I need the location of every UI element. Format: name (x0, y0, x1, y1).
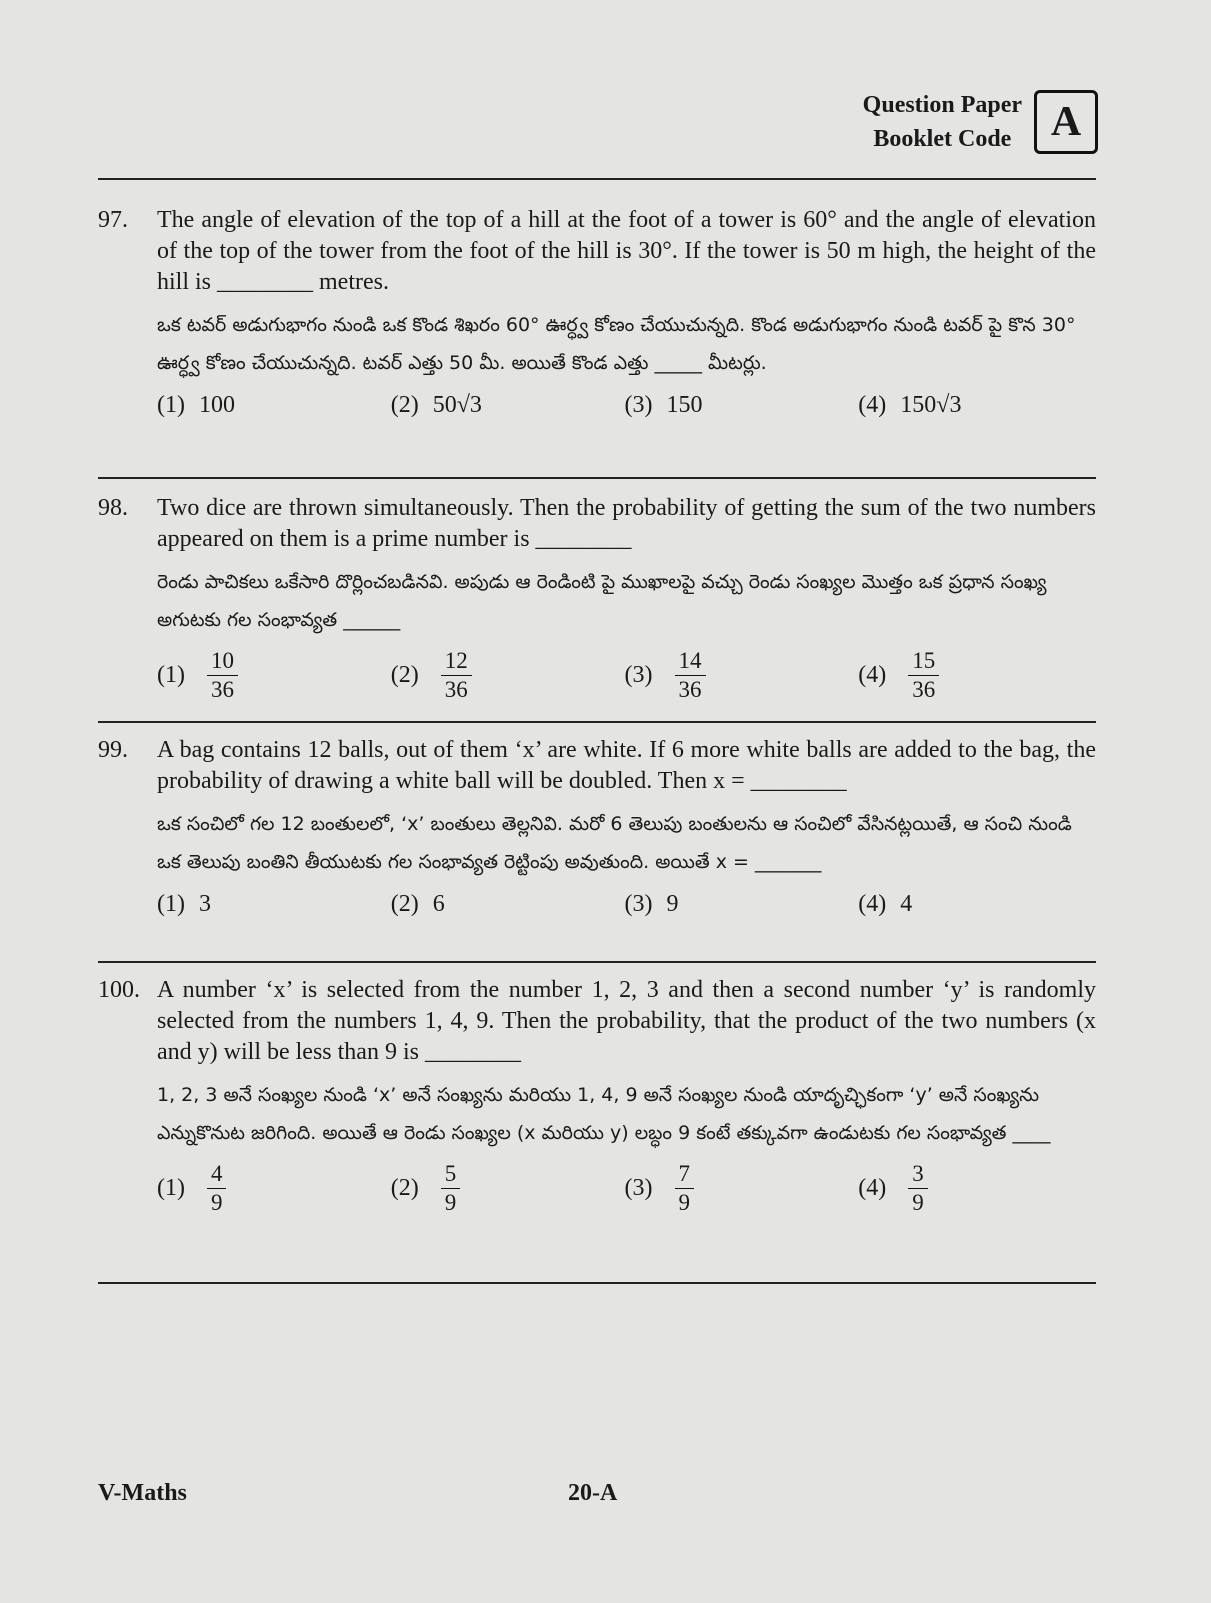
denominator: 36 (912, 677, 936, 702)
option-number: (2) (390, 1175, 419, 1201)
option-number: (4) (858, 662, 887, 688)
booklet-code-block (863, 88, 1098, 156)
options (157, 647, 1096, 704)
option-3[interactable] (625, 390, 859, 421)
option-value: 100 (198, 392, 235, 418)
footer-subject: V-Maths (98, 1480, 187, 1506)
question-100 (98, 975, 1096, 1217)
option-number: (1) (157, 662, 185, 688)
options (157, 390, 1096, 421)
question-english: A number ‘x’ is selected from the number 1, 2, 3 and then a second number ‘y’ is randomly selected from the numbers 1, 4, 9. Then the probability, that the product of the two numbers (x and y) will be less than 9 is ________ (157, 977, 1096, 1065)
option-number: (4) (858, 392, 887, 418)
option-value: 3 (198, 891, 211, 917)
numerator: 15 (908, 647, 939, 676)
numerator: 3 (908, 1160, 928, 1189)
option-number: (1) (157, 891, 185, 917)
option-value: 150 (666, 392, 703, 418)
booklet-label-line1: Question Paper (862, 92, 1022, 118)
option-4[interactable] (858, 1160, 1096, 1217)
numerator: 10 (207, 647, 238, 676)
option-number: (2) (390, 392, 419, 418)
denominator: 9 (444, 1190, 457, 1215)
option-number: (3) (624, 662, 653, 688)
question-telugu: ఒక సంచిలో గల 12 బంతులలో, ‘x’ బంతులు తెల్లనివి. మరో 6 తెలుపు బంతులను ఆ సంచిలో వేసినట్లయితే, ఆ సంచి నుండి ఒక తెలుపు బంతిని తీయుటకు గల సంభావ్యత రెట్టింపు అవుతుంది. అయితే x = _______ (157, 813, 1072, 873)
option-1[interactable] (157, 390, 391, 421)
option-value: 4 (900, 891, 913, 917)
divider-97 (98, 477, 1096, 479)
booklet-code-box: A (1034, 90, 1098, 154)
question-number: 100. (98, 977, 140, 1003)
question-97 (98, 205, 1096, 421)
option-number: (3) (624, 1175, 653, 1201)
fraction (441, 1160, 461, 1217)
option-1[interactable] (157, 1160, 391, 1217)
fraction (675, 647, 706, 704)
option-2[interactable] (391, 390, 625, 421)
fraction (207, 647, 238, 704)
numerator: 12 (441, 647, 472, 676)
divider-100 (98, 1282, 1096, 1284)
numerator: 5 (441, 1160, 461, 1189)
option-number: (3) (624, 891, 653, 917)
denominator: 36 (678, 677, 702, 702)
option-value: 9 (666, 891, 679, 917)
divider-98 (98, 721, 1096, 723)
fraction (908, 647, 939, 704)
question-english: The angle of elevation of the top of a hill at the foot of a tower is 60° and the angle of elevation of the top of the tower from the foot of the hill is 30°. If the tower is 50 m high, the height of the hill is ________ metres. (157, 207, 1096, 295)
numerator: 14 (675, 647, 706, 676)
options (157, 889, 1096, 920)
options (157, 1160, 1096, 1217)
option-value: 150√3 (900, 392, 962, 418)
option-number: (2) (390, 891, 419, 917)
option-4[interactable] (858, 647, 1096, 704)
option-value: 50√3 (432, 392, 482, 418)
question-telugu: ఒక టవర్ అడుగుభాగం నుండి ఒక కొండ శిఖరం 60° ఊర్ధ్వ కోణం చేయుచున్నది. కొండ అడుగుభాగం నుండి టవర్ పై కొన 30° ఊర్ధ్వ కోణం చేయుచున్నది. టవర్ ఎత్తు 50 మీ. అయితే కొండ ఎత్తు _____ మీటర్లు. (157, 314, 1076, 374)
option-3[interactable] (625, 1160, 859, 1217)
option-number: (4) (858, 891, 887, 917)
question-english: Two dice are thrown simultaneously. Then the probability of getting the sum of the two numbers appeared on them is a prime number is ________ (157, 495, 1096, 552)
denominator: 36 (444, 677, 468, 702)
option-number: (1) (157, 392, 185, 418)
question-english: A bag contains 12 balls, out of them ‘x’ are white. If 6 more white balls are added to the bag, the probability of drawing a white ball will be doubled. Then x = ________ (157, 737, 1096, 794)
question-number: 99. (98, 737, 128, 763)
option-2[interactable] (391, 1160, 625, 1217)
option-2[interactable] (391, 647, 625, 704)
booklet-label-line2: Booklet Code (873, 126, 1012, 152)
option-value: 6 (432, 891, 445, 917)
divider-99 (98, 961, 1096, 963)
footer-page-number: 20-A (568, 1480, 618, 1506)
denominator: 36 (210, 677, 234, 702)
numerator: 7 (675, 1160, 695, 1189)
option-number: (4) (858, 1175, 887, 1201)
question-telugu: 1, 2, 3 అనే సంఖ్యల నుండి ‘x’ అనే సంఖ్యను మరియు 1, 4, 9 అనే సంఖ్యల నుండి యాదృచ్ఛికంగా ‘y’ అనే సంఖ్యను ఎన్నుకొనుట జరిగింది. అయితే ఆ రెండు సంఖ్యల (x మరియు y) లబ్ధం 9 కంటే తక్కువగా ఉండుటకు గల సంభావ్యత ____ (157, 1084, 1051, 1144)
fraction (908, 1160, 928, 1217)
question-99 (98, 735, 1096, 920)
option-number: (2) (390, 662, 419, 688)
fraction (675, 1160, 695, 1217)
divider-top (98, 178, 1096, 180)
option-2[interactable] (391, 889, 625, 920)
fraction (207, 1160, 227, 1217)
question-98 (98, 493, 1096, 704)
fraction (441, 647, 472, 704)
option-1[interactable] (157, 889, 391, 920)
denominator: 9 (210, 1190, 223, 1215)
question-number: 98. (98, 495, 128, 521)
denominator: 9 (678, 1190, 691, 1215)
question-number: 97. (98, 207, 128, 233)
option-4[interactable] (858, 390, 1096, 421)
option-4[interactable] (858, 889, 1096, 920)
question-telugu: రెండు పాచికలు ఒకేసారి దొర్లించబడినవి. అపుడు ఆ రెండింటి పై ముఖాలపై వచ్చు రెండు సంఖ్యల మొత్తం ఒక ప్రధాన సంఖ్య అగుటకు గల సంభావ్యత ______ (157, 571, 1047, 631)
booklet-label (863, 88, 1022, 156)
numerator: 4 (207, 1160, 227, 1189)
option-1[interactable] (157, 647, 391, 704)
option-3[interactable] (625, 647, 859, 704)
option-number: (1) (157, 1175, 185, 1201)
option-3[interactable] (625, 889, 859, 920)
denominator: 9 (912, 1190, 924, 1215)
option-number: (3) (624, 392, 653, 418)
